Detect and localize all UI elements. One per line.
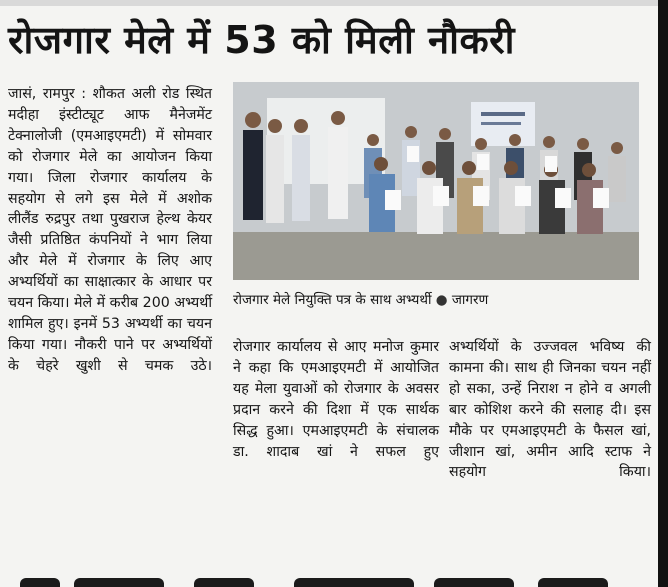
bullet-icon: ●: [435, 292, 448, 308]
article-column-2: रोजगार कार्यालय से आए मनोज कुमार ने कहा कि एमआइएमटी में आयोजित यह मेला युवाओं को रोजगार के अवसर प्रदान करने की दिशा में एक सार्थक सिद्ध हुआ। एमआइएमटी के संचालक डा. शादाब खां ने सफल हुए: [233, 339, 439, 460]
page-edge: [658, 0, 668, 587]
next-headline-cropped: [0, 568, 658, 587]
photo-floor: [233, 232, 639, 280]
news-photo: [233, 82, 639, 280]
article-column-1: जासं, रामपुर : शौकत अली रोड स्थित मदीहा इंस्टीट्यूट आफ मैनेजमेंट टेक्नालोजी (एमआइएमटी) में सोमवार को रोजगार मेले का आयोजन किया गया। जिला रोजगार कार्यालय के सहयोग से लगे इस मेले में अशोक लीलैंड रुद्रपुर तथा पुखराज हेल्थ केयर जैसी प्रतिष्ठित कंपनियों ने भाग लिया और मेले में रोजगार के लिए आए अभ्यर्थियों का साक्षात्कार के आधार पर चयन किया। मेले में करीब 200 अभ्यर्थी शामिल हुए। इनमें 53 अभ्यर्थी का चयन किया गया। नौकरी पाने पर अभ्यर्थियों के चेहरे खुशी से चमक उठे।: [8, 86, 212, 374]
photo-credit: जागरण: [451, 292, 489, 308]
headline: रोजगार मेले में 53 को मिली नौकरी: [8, 18, 516, 62]
caption-text: रोजगार मेले नियुक्ति पत्र के साथ अभ्यर्थी: [233, 292, 432, 308]
top-edge: [0, 0, 668, 6]
photo-caption: [233, 287, 639, 313]
article-column-3: अभ्यर्थियों के उज्जवल भविष्य की कामना की। साथ ही जिनका चयन नहीं हो सका, उन्हें निराश न होने व अगली बार कोशिश करने की सलाह दी। इस मौके पर एमआइएमटी के फैसल खां, जीशान खां, अमीन आदि स्टाफ ने सहयोग किया।: [449, 339, 651, 481]
photo-illustration: [233, 82, 639, 280]
